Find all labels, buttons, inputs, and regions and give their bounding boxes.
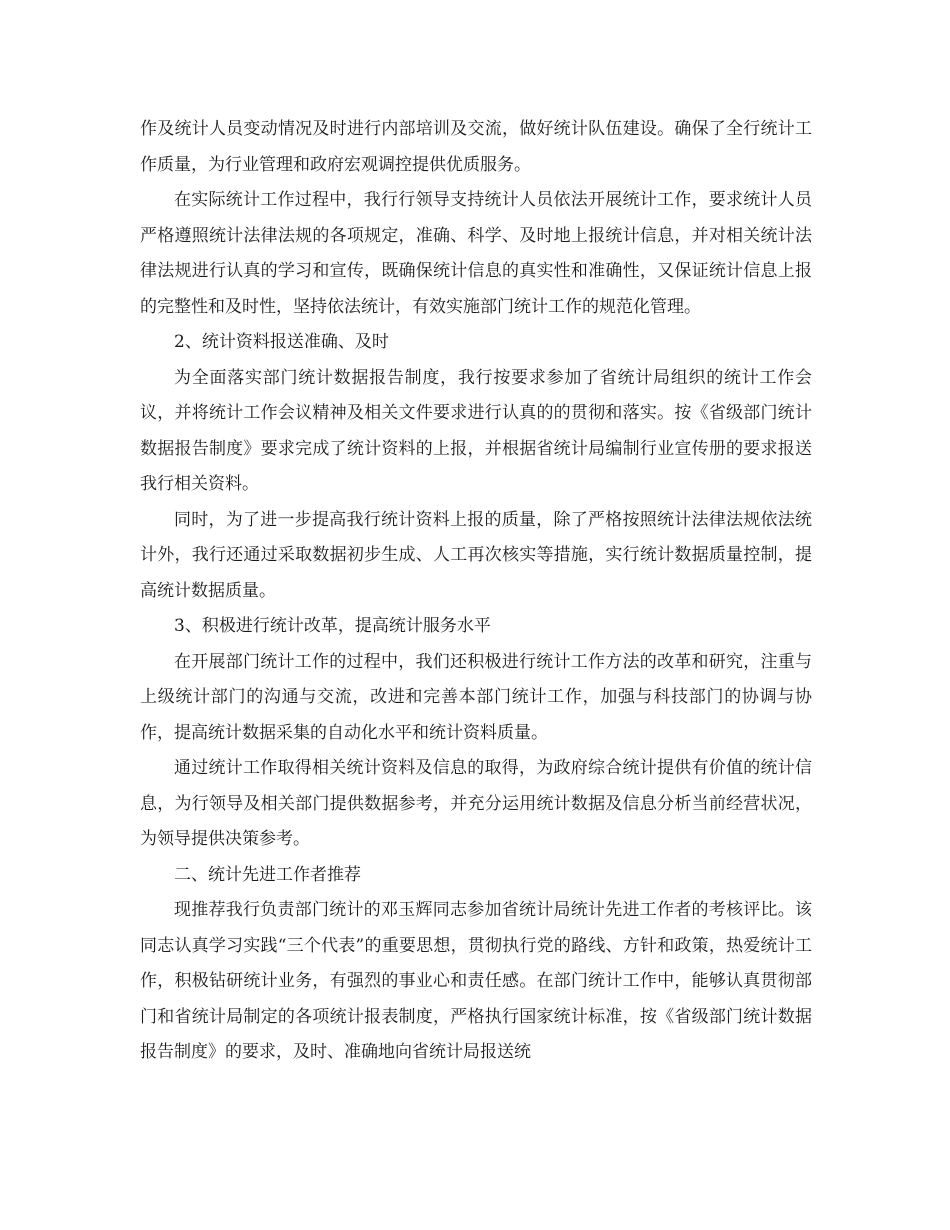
paragraph-5: 在开展部门统计工作的过程中，我们还积极进行统计工作方法的改革和研究，注重与上级统计部门的沟通与交流，改进和完善本部门统计工作，加强与科技部门的协调与协作，提高统计数据采集的自动化水平和统计资料质量。 [140,651,812,743]
section-heading-2: 2、统计资料报送准确、及时 [174,332,389,352]
paragraph-6: 通过统计工作取得相关统计资料及信息的取得，为政府综合统计提供有价值的统计信息，为行领导及相关部门提供数据参考，并充分运用统计数据及信息分析当前经营状况，为领导提供决策参考。 [140,758,812,849]
paragraph-1: 作及统计人员变动情况及时进行内部培训及交流，做好统计队伍建设。确保了全行统计工作质量，为行业管理和政府宏观调控提供优质服务。 [140,119,812,175]
paragraph-4: 同时，为了进一步提高我行统计资料上报的质量，除了严格按照统计法律法规依法统计外，我行还通过采取数据初步生成、人工再次核实等措施，实行统计数据质量控制，提高统计数据质量。 [140,509,812,601]
paragraph-2: 在实际统计工作过程中，我行行领导支持统计人员依法开展统计工作，要求统计人员严格遵照统计法律法规的各项规定，准确、科学、及时地上报统计信息，并对相关统计法律法规进行认真的学习和宣传，既确保统计信息的真实性和准确性，又保证统计信息上报的完整性和及时性，坚持依法统计，有效实施部门统计工作的规范化管理。 [140,190,812,317]
paragraph-3: 为全面落实部门统计数据报告制度，我行按要求参加了省统计局组织的统计工作会议，并将统计工作会议精神及相关文件要求进行认真的的贯彻和落实。按《省级部门统计数据报告制度》要求完成了统计资料的上报，并根据省统计局编制行业宣传册的要求报送我行相关资料。 [140,367,812,494]
paragraph-7: 现推荐我行负责部门统计的邓玉辉同志参加省统计局统计先进工作者的考核评比。该同志认真学习实践“三个代表”的重要思想，贯彻执行党的路线、方针和政策，热爱统计工作，积极钻研统计业务，有强烈的事业心和责任感。在部门统计工作中，能够认真贯彻部门和省统计局制定的各项统计报表制度，严格执行国家统计标准，按《省级部门统计数据报告制度》的要求，及时、准确地向省统计局报送统 [140,900,812,1062]
section-heading-recommendation: 二、统计先进工作者推荐 [174,864,361,885]
section-heading-3: 3、积极进行统计改革，提高统计服务水平 [174,616,491,636]
document-body [140,112,812,1071]
